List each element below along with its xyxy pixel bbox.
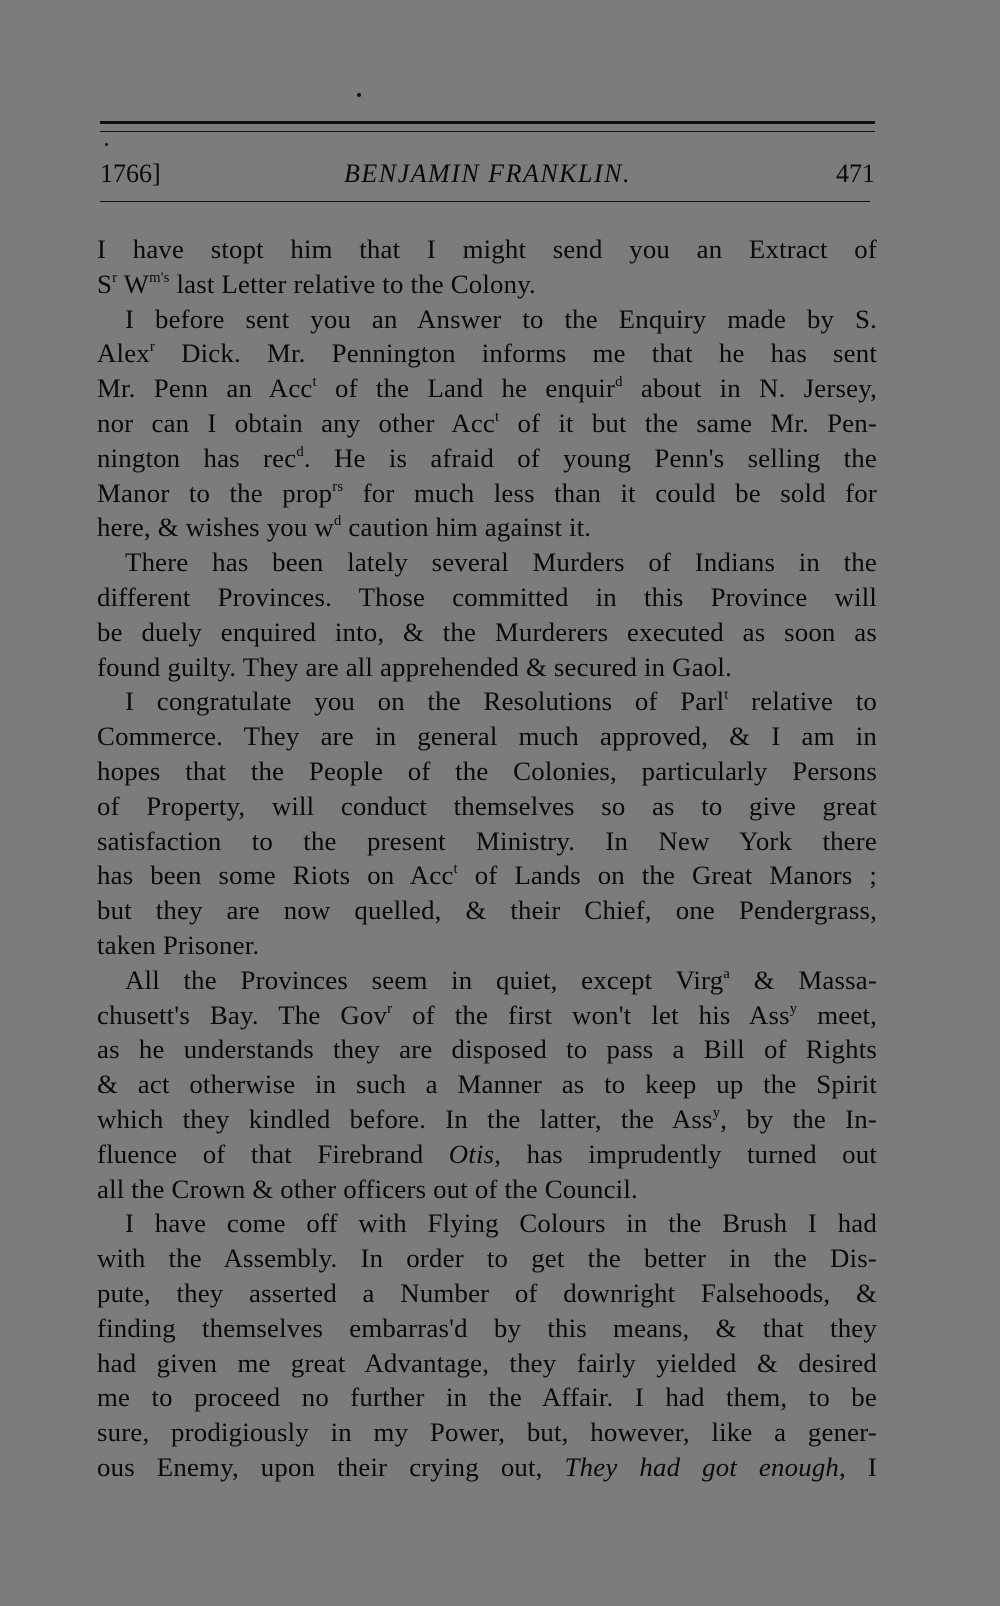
text-run: as he understands they are disposed to pass a Bill of Rights [97, 1034, 877, 1065]
page-header [100, 154, 875, 194]
text-run: be duely enquired into, & the Murderers executed as soon as [97, 616, 877, 647]
text-line [97, 406, 877, 441]
superscript-abbrev: r [149, 339, 155, 356]
text-line [97, 441, 877, 476]
text-run: for much less than it could be sold for [343, 477, 877, 508]
superscript-abbrev: t [724, 687, 729, 704]
text-run: me to proceed no further in the Affair. I had them, to be [97, 1382, 877, 1413]
text-run: of Lands on the Great Manors ; [457, 860, 877, 891]
text-run: I before sent you an Answer to the Enquiry made by S. [125, 303, 877, 334]
superscript-abbrev: d [615, 374, 623, 391]
text-run: sure, prodigiously in my Power, but, however, like a gener- [97, 1417, 877, 1448]
text-run: I congratulate you on the Resolutions of Parl [125, 686, 725, 717]
text-line [97, 1102, 877, 1137]
text-line [97, 1241, 877, 1276]
text-run: pute, they asserted a Number of downright Falsehoods, & [97, 1277, 877, 1308]
superscript-abbrev: y [712, 1104, 721, 1121]
text-line [97, 267, 877, 302]
text-run: with the Assembly. In order to get the better in the Dis- [97, 1243, 877, 1274]
text-run: last Letter relative to the Colony. [169, 268, 536, 299]
text-run: of it but the same Mr. Pen- [499, 407, 877, 438]
text-line [97, 998, 877, 1033]
text-run: fluence of that Firebrand [97, 1138, 449, 1169]
header-year: 1766] [100, 159, 161, 188]
text-run: There has been lately several Murders of Indians in the [125, 547, 877, 578]
text-line [97, 371, 877, 406]
text-run: has been some Riots on Acc [97, 860, 454, 891]
text-line [97, 1311, 877, 1346]
text-line [97, 1172, 877, 1207]
text-run: & Massa- [730, 964, 877, 995]
text-line [97, 336, 877, 371]
text-run: but they are now quelled, & their Chief, one Pendergrass, [97, 895, 877, 926]
text-run: meet, [797, 999, 877, 1030]
top-rule-thin [100, 131, 875, 132]
text-line [97, 893, 877, 928]
text-line [97, 1276, 877, 1311]
superscript-abbrev: y [789, 1000, 798, 1017]
text-line [97, 928, 877, 963]
text-run: of Property, will conduct themselves so as to give great [97, 790, 877, 821]
text-run: nington has rec [97, 442, 297, 473]
page-number: 471 [836, 159, 875, 188]
text-run: Manor to the prop [97, 477, 333, 508]
text-run: Mr. Penn an Acc [97, 373, 313, 404]
text-line [97, 1346, 877, 1381]
text-run: which they kindled before. In the latter, the Ass [97, 1103, 713, 1134]
text-run: Alex [97, 338, 150, 369]
superscript-abbrev: d [333, 513, 342, 530]
text-line [97, 789, 877, 824]
text-run: taken Prisoner. [97, 929, 260, 960]
text-run: ous Enemy, upon their crying out, [97, 1451, 565, 1482]
text-line [97, 719, 877, 754]
text-line [97, 580, 877, 615]
speck-mark [105, 143, 108, 146]
text-run: , has imprudently turned out [494, 1138, 877, 1169]
text-run: hopes that the People of the Colonies, particularly Persons [97, 755, 877, 786]
text-run: satisfaction to the present Ministry. In New York there [97, 825, 877, 856]
text-line [97, 476, 877, 511]
superscript-abbrev: r [112, 269, 118, 286]
text-line [97, 302, 877, 337]
text-run: I have come off with Flying Colours in the Brush I had [125, 1208, 877, 1239]
text-line [97, 510, 877, 545]
text-line [97, 1032, 877, 1067]
text-line [97, 858, 877, 893]
running-title: BENJAMIN FRANKLIN. [344, 159, 631, 188]
superscript-abbrev: t [312, 374, 317, 391]
text-run: of the first won't let his Ass [392, 999, 790, 1030]
header-rule [100, 201, 870, 202]
text-line [97, 1067, 877, 1102]
text-run: of the Land he enquir [316, 373, 616, 404]
text-run: about in N. Jersey, [622, 373, 877, 404]
text-line [97, 1137, 877, 1172]
text-line [97, 1450, 877, 1485]
italic-text: Otis [448, 1138, 495, 1169]
text-line [97, 963, 877, 998]
superscript-abbrev: rs [332, 478, 344, 495]
letter-body-text [97, 232, 877, 1485]
superscript-abbrev: d [296, 443, 304, 460]
italic-text: They had got enough [564, 1451, 840, 1482]
text-line [97, 615, 877, 650]
text-run: S [97, 268, 113, 299]
text-run: here, & wishes you w [97, 512, 334, 543]
speck-mark [357, 93, 361, 97]
text-run: relative to [728, 686, 877, 717]
text-run: Dick. Mr. Pennington informs me that he has sent [155, 338, 877, 369]
text-line [97, 684, 877, 719]
text-run: different Provinces. Those committed in this Province will [97, 581, 877, 612]
text-run: found guilty. They are all apprehended & secured in Gaol. [97, 651, 732, 682]
text-run: finding themselves embarras'd by this means, & that they [97, 1312, 877, 1343]
text-run: W [117, 268, 150, 299]
text-run: chusett's Bay. The Gov [97, 999, 388, 1030]
superscript-abbrev: t [453, 861, 458, 878]
text-line [97, 754, 877, 789]
text-run: , by the In- [720, 1103, 877, 1134]
text-line [97, 232, 877, 267]
text-run: . He is afraid of young Penn's selling the [303, 442, 877, 473]
text-line [97, 1415, 877, 1450]
text-run: all the Crown & other officers out of the Council. [97, 1173, 638, 1204]
text-run: & act otherwise in such a Manner as to keep up the Spirit [97, 1069, 877, 1100]
text-line [97, 824, 877, 859]
superscript-abbrev: t [495, 408, 500, 425]
text-run: Commerce. They are in general much approved, & I am in [97, 721, 877, 752]
text-run: , I [839, 1451, 877, 1482]
superscript-abbrev: r [387, 1000, 393, 1017]
text-run: All the Provinces seem in quiet, except Virg [125, 964, 724, 995]
text-run: nor can I obtain any other Acc [97, 407, 496, 438]
text-run: I have stopt him that I might send you an Extract of [97, 234, 877, 264]
text-line [97, 650, 877, 685]
text-line [97, 1380, 877, 1415]
superscript-abbrev: m's [149, 269, 170, 286]
text-line [97, 1206, 877, 1241]
top-rule-thick [100, 121, 875, 124]
text-run: had given me great Advantage, they fairly yielded & desired [97, 1347, 877, 1378]
superscript-abbrev: a [723, 965, 731, 982]
text-line [97, 545, 877, 580]
text-run: caution him against it. [341, 512, 592, 543]
